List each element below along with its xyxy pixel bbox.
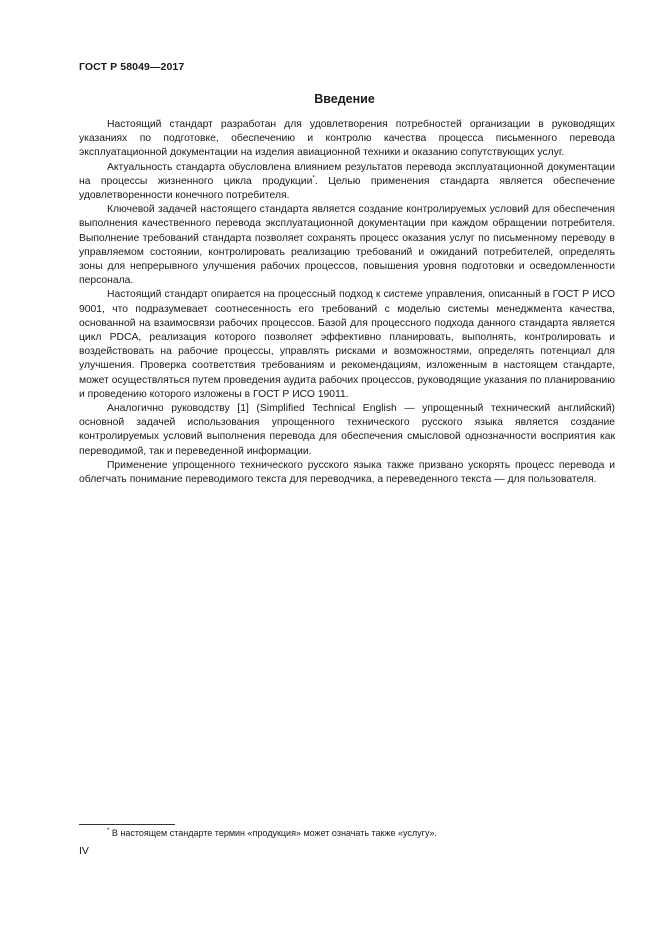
paragraph-text: Настоящий стандарт разработан для удовлетворения потребностей организации в руководящих указаниях по подготовке, обеспечению и контролю качества процесса письменного перевода эксплуатационной документации на изделия авиационной техники и оказанию сопутствующих услуг. xyxy=(79,119,615,159)
footnote-divider xyxy=(79,824,175,825)
paragraph-text-continued: . Целью применения стандарта является обеспечение удовлетворенности конечного потребителя. xyxy=(79,175,615,202)
footnote xyxy=(107,828,437,838)
section-title: Введение xyxy=(314,92,375,106)
paragraph-text: Аналогично руководству [1] (Simplified Technical English — упрощенный технический английский) основной задачей использования упрощенного технического русского языка является создание контролируемых условий выполнения перевода для обеспечения смысловой однозначности восприятия как переводимой, так и переведенной информации. xyxy=(79,403,615,457)
paragraph-text: Актуальность стандарта обусловлена влиянием результатов перевода эксплуатационной документации на процессы жизненного цикла продукции xyxy=(79,161,615,187)
paragraph-key-task xyxy=(79,203,615,288)
paragraph-process-approach xyxy=(79,288,615,402)
paragraph-simplified-english xyxy=(79,402,615,459)
document-body xyxy=(79,118,615,487)
paragraph-application xyxy=(79,459,615,487)
footnote-mark: * xyxy=(107,828,110,834)
paragraph-text: Настоящий стандарт опирается на процессный подход к системе управления, описанный в ГОСТ Р ИСО 9001, что подразумевает соотнесенность его требований с моделью системы менеджмента качества, основанной на взаимосвязи рабочих процессов. Базой для процессного подхода данного стандарта является цикл PDCA, реализация которого позволяет эффективно планировать, выполнять, контролировать и воздействовать на рабочие процессы, управлять рисками и возможностями, определять потенциал для улучшения. Проверка соответствия требованиям и рекомендациям, изложенным в настоящем стандарте, может осуществляться путем проведения аудита рабочих процессов, руководящие указания по планированию и проведению которого изложены в ГОСТ Р ИСО 19011. xyxy=(79,289,615,400)
page-number: IV xyxy=(79,845,89,857)
paragraph-text: Применение упрощенного технического русского языка также призвано ускорять процесс перевода и облегчать понимание переводимого текста для переводчика, а переведенного текста — для пользователя. xyxy=(79,459,615,486)
paragraph-relevance xyxy=(79,161,615,204)
footnote-text: В настоящем стандарте термин «продукция» может означать также «услугу». xyxy=(109,828,438,838)
standard-header: ГОСТ Р 58049—2017 xyxy=(79,61,185,73)
footnote-reference: * xyxy=(312,174,315,182)
paragraph-text: Ключевой задачей настоящего стандарта является создание контролируемых условий для обеспечения выполнения качественного перевода эксплуатационной документации при каждом обращении потребителя. Выполнение требований стандарта позволяет сохранять процесс оказания услуг по письменному переводу в управляемом состоянии, контролировать реализацию требований и ожиданий потребителей, определять зоны для непрерывного улучшения рабочих процессов, повышения уровня подготовки и осведомленности персонала. xyxy=(79,204,615,287)
paragraph-purpose xyxy=(79,118,615,161)
